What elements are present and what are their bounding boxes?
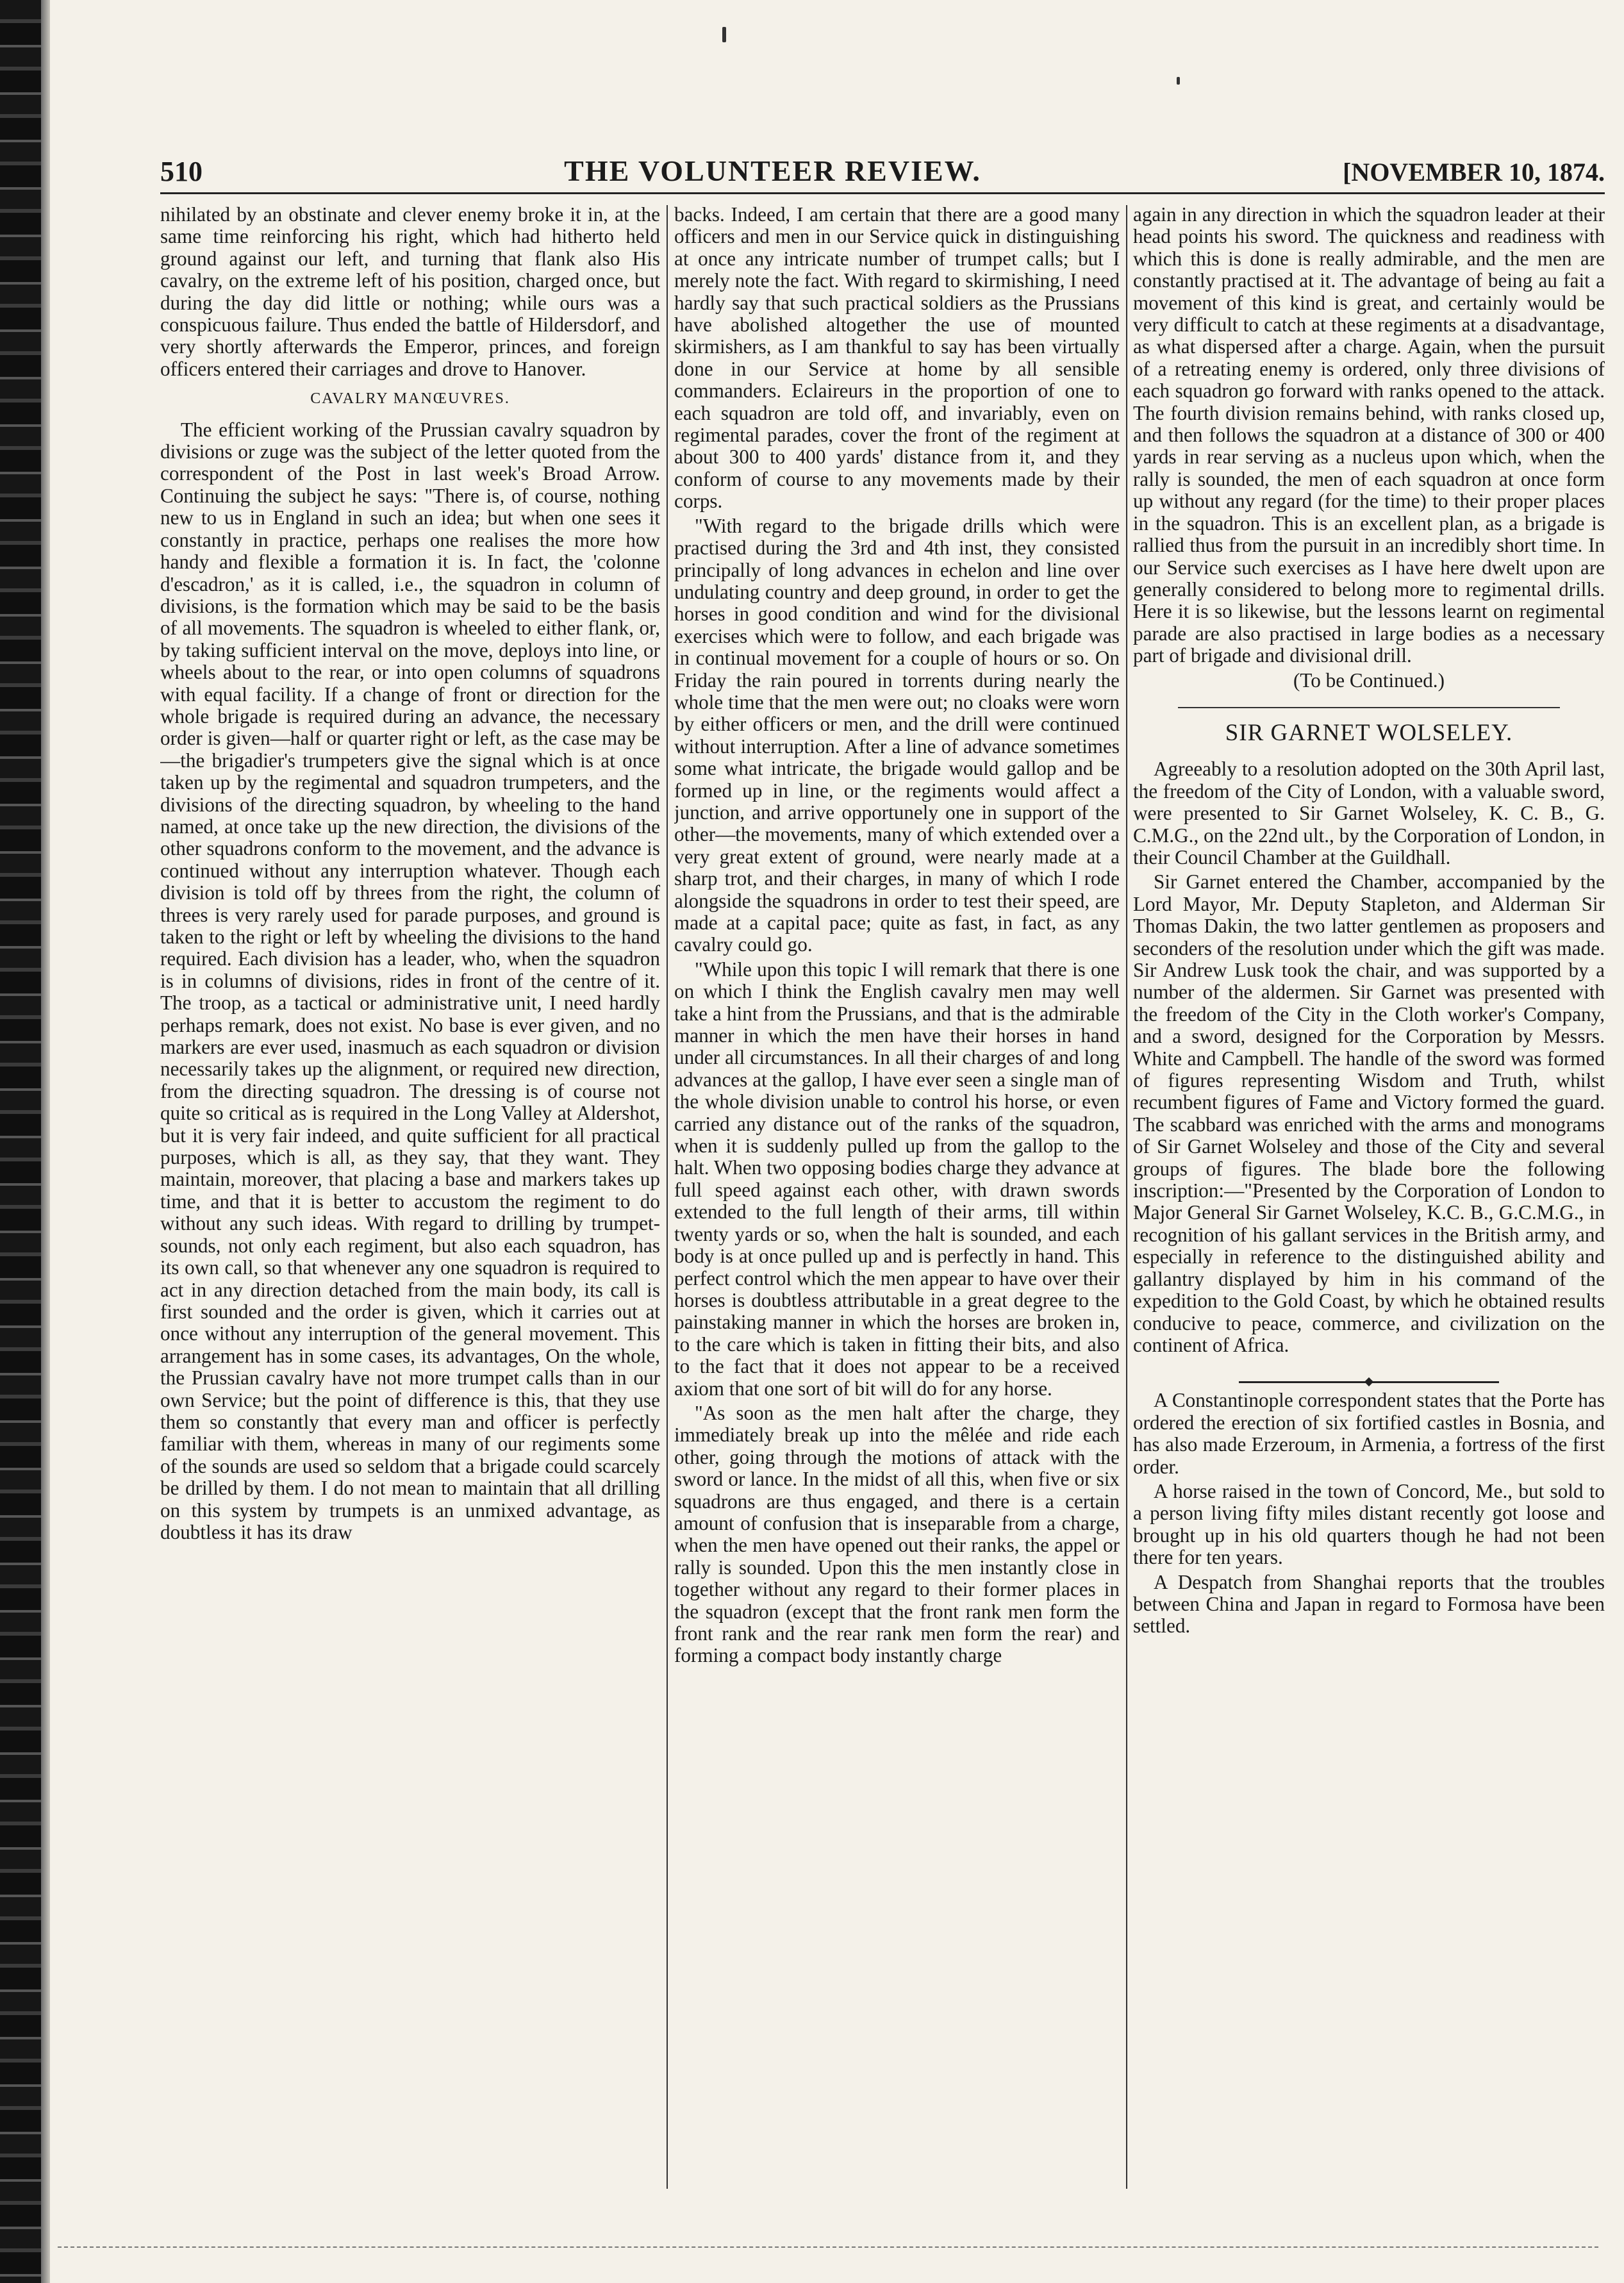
paragraph: A Despatch from Shanghai reports that the troubles between China and Japan in regard to Formosa have been settled. xyxy=(1133,1570,1605,1638)
paragraph: "While upon this topic I will remark that there is one on which I think the English cavalry men may well take a hint from the Prussians, and that is the admirable manner in which the men have their horses in hand under all circumstances. In all their charges of and long advances at the gallop, I have ever seen a single man of the whole division unable to control his horse, or even carried any distance out of the ranks of the squadron, when it is suddenly pulled up from the gallop to the halt. When two opposing bodies charge they advance at full speed against each other, with drawn swords extended to the full length of their arms, till within twenty yards or so, when the halt is sounded, and each body is at once pulled up and is perfectly in hand. This perfect control which the men appear to have over their horses is doubtless attributable in a great degree to the painstaking manner in which the horses are broken in, to the care which is taken in fitting their bits, and also to the fact that it does not appear to be a received axiom that one sort of bit will do for any horse. xyxy=(674,958,1120,1400)
paragraph: "With regard to the brigade drills which were practised during the 3rd and 4th inst, they consisted principally of long advances in echelon and line over undulating country and deep ground, in order to get the horses in good condition and wind for the divisional exercises which were to follow, and each brigade was in continual movement for a couple of hours or so. On Friday the rain poured in torrents during nearly the whole time that the men were out; no cloaks were worn by either officers or men, and the drill were continued without interruption. After a line of advance sometimes some what intricate, the brigade would gallop and be formed up in line, or the regiments would affect a junction, and arrive opportunely one in support of the other—the movements, many of which extended over a very great extent of ground, were nearly made at a sharp trot, and their charges, in many of which I rode alongside the squadrons in order to test their speed, are made at a capital pace; quite as fast, in fact, as any cavalry could go. xyxy=(674,514,1120,956)
page-number: 510 xyxy=(160,156,203,187)
column-middle xyxy=(674,204,1120,2191)
paragraph: Sir Garnet entered the Chamber, accompanied by the Lord Mayor, Mr. Deputy Stapleton, and Alderman Sir Thomas Dakin, the two latter gentlemen as proposers and seconders of the resolution under which the gift was made. Sir Andrew Lusk took the chair, and was supported by a number of the aldermen. Sir Garnet was presented with the freedom of the City in the Cloth worker's Company, and a sword, designed for the Corporation by Messrs. White and Campbell. The handle of the sword was formed of figures representing Wisdom and Truth, whilst recumbent figures of Fame and Victory formed the guard. The scabbard was enriched with the arms and monograms of Sir Garnet Wolseley and those of the City and several groups of figures. The blade bore the following inscription:—"Presented by the Corporation of London to Major General Sir Garnet Wolseley, K.C. B., G.C.M.G., in recognition of his gallant services in the British army, and especially in reference to the distinguished ability and gallantry displayed by him in his command of the expedition to the Gold Coast, by which he obtained results conducive to peace, commerce, and civilization on the continent of Africa. xyxy=(1133,870,1605,1356)
book-binding-edge xyxy=(0,0,41,2283)
column-left xyxy=(160,204,660,2191)
paragraph: again in any direction in which the squadron leader at their head points his sword. The quickness and readiness with which this is done is really admirable, and the men are constantly practised at it. The advantage of being au fait a movement of this kind is great, and certainly would be very difficult to catch at these regiments at a disadvantage, as what dispersed after a charge. Again, when the pursuit of a retreating enemy is ordered, only three divisions of each squadron go forward with ranks opened to the attack. The fourth division remains behind, with ranks closed up, and then follows the squadron at a distance of 300 or 400 yards in rear serving as a nucleus upon which, when the rally is sounded, the men of each squadron at once form up without any regard (for the time) to their proper places in the squadron. This is an excellent plan, as a brigade is rallied thus from the pursuit in an incredibly short time. In our Service such exercises as I have here dwelt upon are generally considered to belong more to regimental drills. Here it is so likewise, but the lessons learnt on regimental parade are also practised in large bodies as a necessary part of brigade and divisional drill. xyxy=(1133,204,1605,667)
paragraph: "As soon as the men halt after the charge, they immediately break up into the mêlée and ride each other, going through the motions of attack with the sword or lance. In the midst of all this, when five or six squadrons are thus engaged, and there is a certain amount of confusion that is inseparable from a charge, when the men have opened out their ranks, the appel or rally is sounded. Upon this the men instantly close in together without any regard to their former places in the squadron (except that the front rank men form the front rank and the rear rank men form the rear) and forming a compact body instantly charge xyxy=(674,1401,1120,1667)
paragraph: The efficient working of the Prussian cavalry squadron by divisions or zuge was the subject of the letter quoted from the correspondent of the Post in last week's Broad Arrow. Continuing the subject he says: "There is, of course, nothing new to us in England in such an idea; but when one sees it constantly in practice, perhaps one realises the more how handy and flexible a formation it is. In fact, the 'colonne d'escadron,' as it is called, i.e., the squadron in column of divisions, is the formation which may be said to be the basis of all movements. The squadron is wheeled to either flank, or, by taking sufficient interval on the move, deploys into line, or wheels about to the rear, or into open columns of squadrons with equal facility. If a change of front or direction for the whole brigade is required during an advance, the necessary order is given—half or quarter right or left, as the case may be—the brigadier's trumpeters give the signal which is at once taken up by the regimental and squadron trumpeters, and the divisions of the directing squadron, by wheeling to the hand named, at once take up the new direction, the divisions of the other squadrons conform to the movement, and the advance is continued without any interruption whatever. Though each division is told off by threes from the right, the column of threes is very rarely used for parade purposes, and ground is taken to the right or left by wheeling the divisions to the hand required. Each division has a leader, who, when the squadron is in columns of divisions, rides in front of the centre of it. The troop, as a tactical or administrative unit, I need hardly perhaps remark, does not exist. No base is ever given, and no markers are ever used, inasmuch as each squadron or division necessarily takes up the alignment, or required new direction, from the directing squadron. The dressing is of course not quite so critical as is required in the Long Valley at Aldershot, but it is very fair indeed, and quite sufficient for all practical purposes, which is all, as they say, that they want. They maintain, moreover, that placing a base and markers takes up time, and that it is better to accustom the regiment to do without any such ideas. With regard to drilling by trumpet-sounds, not only each regiment, but also each squadron, has its own call, so that whenever any one squadron is required to act in any direction detached from the main body, its call is first sounded and the order is given, which it carries out at once without any interruption of the general movement. This arrangement has in some cases, its advantages, On the whole, the Prussian cavalry have not more trumpet calls than in our own Service; but the point of difference is this, that they use them so constantly that every man and officer is perfectly familiar with them, whereas in many of our regiments some of the sounds are used so seldom that a brigade could scarcely be drilled by them. I do not mean to maintain that all drilling on this system by trumpets is an unmixed advantage, as doubtless it has its draw xyxy=(160,418,660,1543)
header-rule xyxy=(160,192,1605,194)
paragraph: nihilated by an obstinate and clever enemy broke it in, at the same time reinforcing his right, which had hitherto held ground against our left, and turning that flank also His cavalry, on the extreme left of his position, charged once, but during the day did little or nothing; while ours was a conspicuous failure. Thus ended the battle of Hildersdorf, and very shortly afterwards the Emperor, princes, and foreign officers entered their carriages and drove to Hanover. xyxy=(160,204,660,380)
section-subhead: CAVALRY MANŒUVRES. xyxy=(310,390,510,408)
masthead-title: THE VOLUNTEER REVIEW. xyxy=(564,154,981,187)
ink-speck xyxy=(1177,77,1180,85)
section-divider xyxy=(1178,707,1560,708)
paragraph: backs. Indeed, I am certain that there are a good many officers and men in our Service quick in distinguishing at once any intricate number of trumpet calls; but I merely note the fact. With regard to skirmishing, I need hardly say that such practical soldiers as the Prussians have abolished altogether the use of mounted skirmishers, as I am thankful to say has been virtually done in our Service at home by all sensible commanders. Eclaireurs in the proportion of one to each squadron are told off, and invariably, even on regimental parades, cover the front of the regiment at about 300 to 400 yards' distance from it, and they conform of course to any movements made by their corps. xyxy=(674,204,1120,513)
to-be-continued-note: (To be Continued.) xyxy=(1293,668,1445,692)
ornamental-divider xyxy=(1133,1369,1605,1378)
column-rule xyxy=(667,205,668,2189)
page-gutter-shadow xyxy=(41,0,50,2283)
column-rule xyxy=(1126,205,1127,2189)
paragraph: A Constantinople correspondent states that the Porte has ordered the erection of six fortified castles in Bosnia, and has also made Erzeroum, in Armenia, a fortress of the first order. xyxy=(1133,1389,1605,1478)
paragraph: A horse raised in the town of Concord, Me., but sold to a person living fifty miles distant recently got loose and brought up in his old quarters though he had not been there for ten years. xyxy=(1133,1479,1605,1569)
article-headline: SIR GARNET WOLSELEY. xyxy=(1225,719,1513,746)
column-right xyxy=(1133,204,1605,2191)
paragraph: Agreeably to a resolution adopted on the 30th April last, the freedom of the City of London, with a valuable sword, were presented to Sir Garnet Wolseley, K. C. B., G. C.M.G., on the 22nd ult., by the Corporation of London, in their Council Chamber at the Guildhall. xyxy=(1133,758,1605,868)
ink-speck xyxy=(722,27,726,42)
issue-date: [NOVEMBER 10, 1874. xyxy=(1343,158,1605,187)
page-bottom-edge xyxy=(58,2246,1598,2248)
